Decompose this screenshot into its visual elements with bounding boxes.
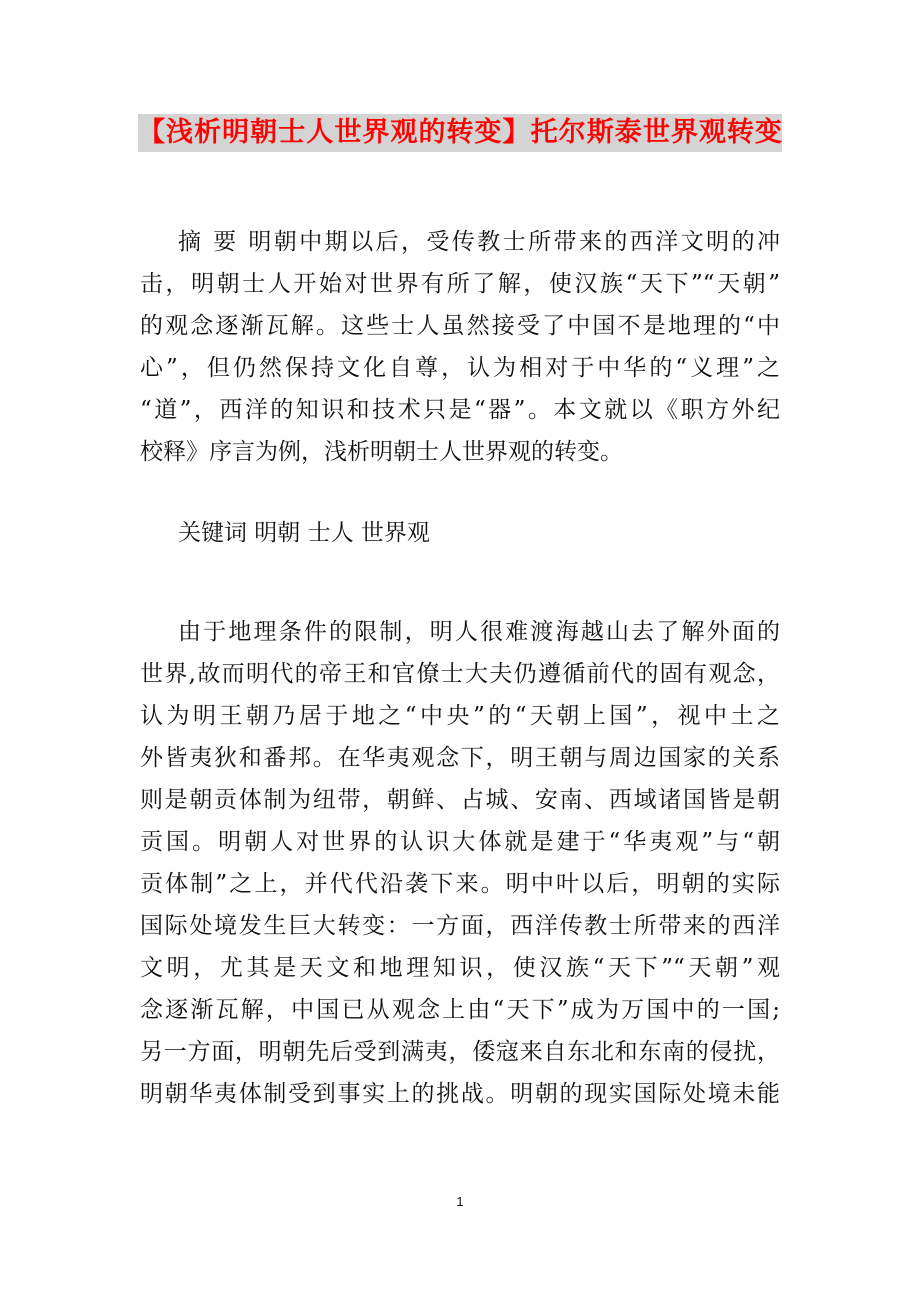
body-line: 外皆夷狄和番邦。在华夷观念下，明王朝与周边国家的关系 (140, 745, 780, 771)
abstract-line: 的观念逐渐瓦解。这些士人虽然接受了中国不是地理的“中 (140, 313, 780, 339)
body-line: 明朝华夷体制受到事实上的挑战。明朝的现实国际处境未能 (140, 1081, 780, 1107)
abstract-line: “道”，西洋的知识和技术只是“器”。本文就以《职方外纪 (140, 397, 780, 423)
body-line: 认为明王朝乃居于地之“中央”的“天朝上国”，视中土之 (140, 703, 780, 729)
abstract-line: 校释》序言为例，浅析明朝士人世界观的转变。 (140, 439, 623, 465)
body-line: 文明，尤其是天文和地理知识，使汉族“天下”“天朝”观 (140, 955, 780, 981)
body-line: 由于地理条件的限制，明人很难渡海越山去了解外面的 (178, 619, 780, 645)
abstract-line: 击，明朝士人开始对世界有所了解，使汉族“天下”“天朝” (140, 271, 780, 297)
document-title: 【浅析明朝士人世界观的转变】托尔斯泰世界观转变 (138, 114, 782, 152)
body-line: 世界,故而明代的帝王和官僚士大夫仍遵循前代的固有观念， (140, 661, 780, 687)
body-paragraph (140, 611, 780, 1115)
abstract-line: 心”，但仍然保持文化自尊，认为相对于中华的“义理”之 (140, 355, 780, 381)
body-line: 念逐渐瓦解，中国已从观念上由“天下”成为万国中的一国; (140, 997, 780, 1023)
body-line: 国际处境发生巨大转变：一方面，西洋传教士所带来的西洋 (140, 913, 780, 939)
abstract (140, 221, 780, 473)
body-line: 贡体制”之上，并代代沿袭下来。明中叶以后，明朝的实际 (140, 871, 780, 897)
abstract-line: 摘 要 明朝中期以后，受传教士所带来的西洋文明的冲 (178, 229, 780, 255)
body-line: 贡国。明朝人对世界的认识大体就是建于“华夷观”与“朝 (140, 829, 780, 855)
page-number: 1 (456, 1194, 464, 1209)
body-line: 则是朝贡体制为纽带，朝鲜、占城、安南、西域诸国皆是朝 (140, 787, 780, 813)
body-line: 另一方面，明朝先后受到满夷，倭寇来自东北和东南的侵扰， (140, 1039, 780, 1065)
keywords: 关键词 明朝 士人 世界观 (178, 520, 430, 546)
